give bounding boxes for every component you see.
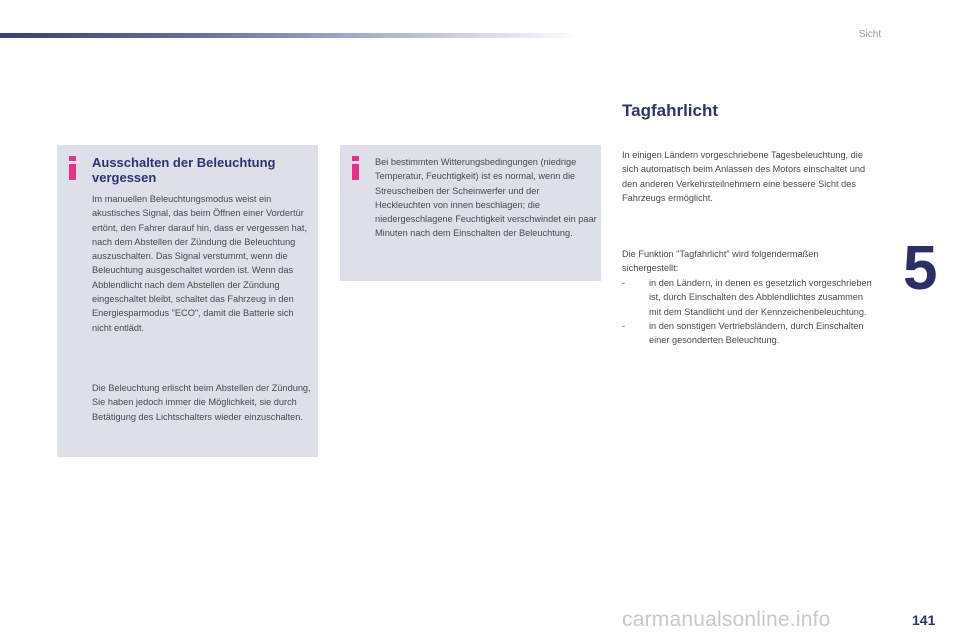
section-name: Sicht — [858, 29, 882, 40]
list-item — [622, 276, 872, 319]
body-paragraph: In einigen Ländern vorgeschriebene Tagesbeleuchtung, die sich automatisch beim Anlassen des Motors einschaltet und den anderen Verkehrsteilnehmern eine bessere Sicht des Fahrzeugs ermöglicht. — [622, 150, 866, 203]
bullet-list — [622, 276, 872, 347]
info-box-title: Ausschalten der Beleuchtung vergessen — [92, 155, 276, 185]
list-item — [622, 319, 872, 348]
list-item-text: in den Ländern, in denen es gesetzlich vorgeschrieben ist, durch Einschalten des Abblendlichtes zusammen mit dem Standlicht und der Kennzeichenbeleuchtung. — [649, 278, 872, 317]
watermark: carmanualsonline.info — [622, 608, 831, 631]
info-box-paragraph: Bei bestimmten Witterungsbedingungen (niedrige Temperatur, Feuchtigkeit) ist es normal, wenn die Streuscheiben der Scheinwerfer und der Heckleuchten von innen beschlagen; die niedergeschlagene Feuchtigkeit verschwindet ein paar Minuten nach dem Einschalten der Beleuchtung. — [375, 157, 597, 239]
list-dash: - — [622, 320, 626, 331]
list-dash: - — [622, 278, 626, 288]
info-box-condensation — [340, 145, 601, 281]
info-box-paragraph: Im manuellen Beleuchtungsmodus weist ein akustisches Signal, das beim Öffnen einer Vordertür ertönt, den Fahrer darauf hin, dass er vergessen hat, nach dem Abstellen der Zündung die Beleuchtung auszuschalten. Das Signal verstummt, wenn die Beleuchtung ausgeschaltet worden ist. Wenn das Abblendlicht nach dem Abstellen der Zündung eingeschaltet bleibt, schaltet das Fahrzeug in den Energiesparmodus "ECO", damit die Batterie sich nicht entlädt. — [92, 194, 308, 333]
info-icon — [352, 156, 359, 180]
chapter-number: 5 — [903, 234, 938, 303]
info-box-paragraph: Die Beleuchtung erlischt beim Abstellen der Zündung, Sie haben jedoch immer die Möglichkeit, sie durch Betätigung des Lichtschalters wieder einzuschalten. — [92, 383, 311, 422]
section-heading: Tagfahrlicht — [622, 101, 719, 120]
info-box-lights-reminder — [57, 145, 318, 457]
body-paragraph: Die Funktion "Tagfahrlicht" wird folgendermaßen sichergestellt: — [622, 249, 819, 274]
header-gradient-bar — [0, 33, 580, 38]
info-icon — [69, 156, 76, 180]
page-number: 141 — [912, 612, 936, 628]
list-item-text: in den sonstigen Vertriebsländern, durch Einschalten einer gesonderten Beleuchtung. — [649, 320, 864, 346]
